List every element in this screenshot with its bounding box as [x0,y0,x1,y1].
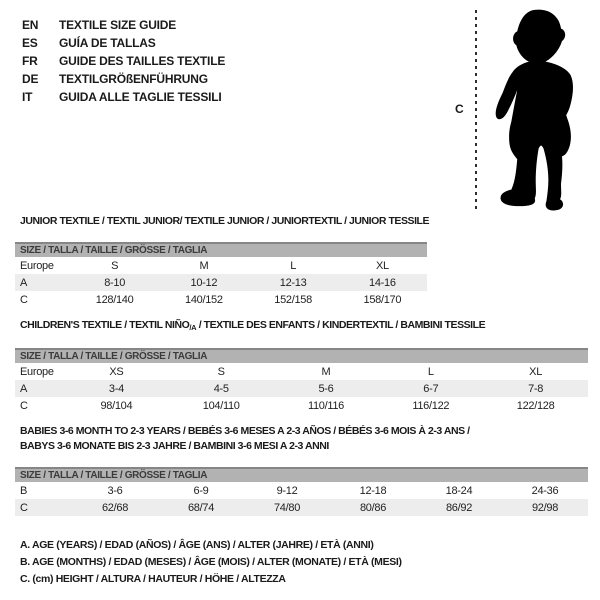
table-cell: 8-10 [104,276,126,289]
junior-textile-table [15,215,430,308]
table-cell: 122/128 [516,399,555,412]
row-label: A [20,276,28,289]
row-label: A [20,382,28,395]
childrens-textile-table [15,319,588,414]
table-cell: 3-4 [108,382,124,395]
size-header-bar: SIZE / TALLA / TAILLE / GRÖSSE / TAGLIA [15,467,588,482]
table-cell: 14-16 [369,276,396,289]
size-columns-row [15,363,588,380]
size-header-bar: SIZE / TALLA / TAILLE / GRÖSSE / TAGLIA [15,348,588,363]
size-column-header: S [111,259,119,272]
table-cell: 104/110 [202,399,240,412]
guide-title: TEXTILE SIZE GUIDE [59,18,177,32]
size-column-header: M [321,365,331,378]
table-row-age-months [15,482,588,499]
table-title-part: / TEXTILE DES ENFANTS / KINDERTEXTIL / BAMBINI TESSILE [196,319,486,331]
table-row-height [15,291,427,308]
row-label: C [20,293,28,306]
table-cell: 24-36 [531,484,559,497]
table-cell: 10-12 [190,276,218,289]
table-title-subscript: /A [189,323,197,332]
language-code: FR [22,54,38,68]
toddler-silhouette [490,7,597,212]
list-item [22,88,225,106]
babies-textile-table [15,424,588,516]
table-cell: 128/140 [95,293,134,306]
table-row-age [15,274,427,291]
row-label: C [20,399,28,412]
table-cell: 12-13 [279,276,307,289]
size-column-header: XL [529,365,543,378]
measurement-legend [20,537,402,588]
size-column-header: XL [375,259,389,272]
table-row-height [15,397,588,414]
table-title-line1: BABIES 3-6 MONTH TO 2-3 YEARS / BEBÉS 3-6 MESES A 2-3 AÑOS / BÉBÉS 3-6 MOIS À 2-3 ANS / [20,425,470,437]
table-cell: 110/116 [307,399,344,412]
table-cell: 3-6 [107,484,123,497]
table-cell: 62/68 [101,501,129,514]
table-cell: 68/74 [187,501,215,514]
list-item [22,70,225,88]
language-code: DE [22,72,39,86]
list-item [22,52,225,70]
table-cell: 92/98 [531,501,559,514]
height-measure-label: C [455,102,464,116]
table-cell: 116/122 [412,399,450,412]
row-label: B [20,484,28,497]
table-cell: 80/86 [359,501,387,514]
table-cell: 98/104 [100,399,133,412]
guide-title: GUÍA DE TALLAS [59,36,156,50]
table-cell: 6-7 [423,382,439,395]
size-column-header: M [199,259,209,272]
size-column-header: XS [109,365,124,378]
table-title-part: CHILDREN'S TEXTILE / TEXTIL NIÑO [20,319,190,331]
guide-title: TEXTILGRÖßENFÜHRUNG [59,72,208,86]
table-cell: 9-12 [276,484,298,497]
table-cell: 7-8 [528,382,544,395]
region-label: Europe [20,259,54,272]
legend-line-c: C. (cm) HEIGHT / ALTURA / HAUTEUR / HÖHE / ALTEZZA [20,573,286,585]
region-label: Europe [20,365,54,378]
size-column-header: L [290,259,297,272]
height-measure-dotted-line [475,10,477,210]
table-cell: 152/158 [274,293,312,306]
language-code: ES [22,36,38,50]
legend-line-a: A. AGE (YEARS) / EDAD (AÑOS) / ÂGE (ANS) / ALTER (JAHRE) / ETÀ (ANNI) [20,539,374,551]
row-label: C [20,501,28,514]
table-title: JUNIOR TEXTILE / TEXTIL JUNIOR/ TEXTILE JUNIOR / JUNIORTEXTIL / JUNIOR TESSILE [20,215,430,227]
size-header-bar: SIZE / TALLA / TAILLE / GRÖSSE / TAGLIA [15,242,427,257]
table-title [15,319,588,334]
table-cell: 158/170 [363,293,402,306]
list-item [22,34,225,52]
table-cell: 4-5 [213,382,229,395]
language-title-list [22,16,225,106]
legend-line-b: B. AGE (MONTHS) / EDAD (MESES) / ÂGE (MOIS) / ALTER (MONATE) / ETÀ (MESI) [20,556,402,568]
size-column-header: S [217,365,225,378]
table-cell: 140/152 [185,293,223,306]
table-title-line2: BABYS 3-6 MONATE BIS 2-3 JAHRE / BAMBINI 3-6 MESI A 2-3 ANNI [20,440,329,452]
table-cell: 86/92 [445,501,473,514]
table-cell: 74/80 [273,501,301,514]
guide-title: GUIDE DES TAILLES TEXTILE [59,54,226,68]
language-code: IT [22,90,33,104]
table-cell: 18-24 [445,484,473,497]
table-row-age [15,380,588,397]
list-item [22,16,225,34]
size-columns-row [15,257,427,274]
table-cell: 6-9 [193,484,209,497]
size-column-header: L [427,365,434,378]
language-code: EN [22,18,39,32]
table-cell: 5-6 [318,382,334,395]
guide-title: GUIDA ALLE TAGLIE TESSILI [59,90,222,104]
table-row-height [15,499,588,516]
table-cell: 12-18 [359,484,387,497]
